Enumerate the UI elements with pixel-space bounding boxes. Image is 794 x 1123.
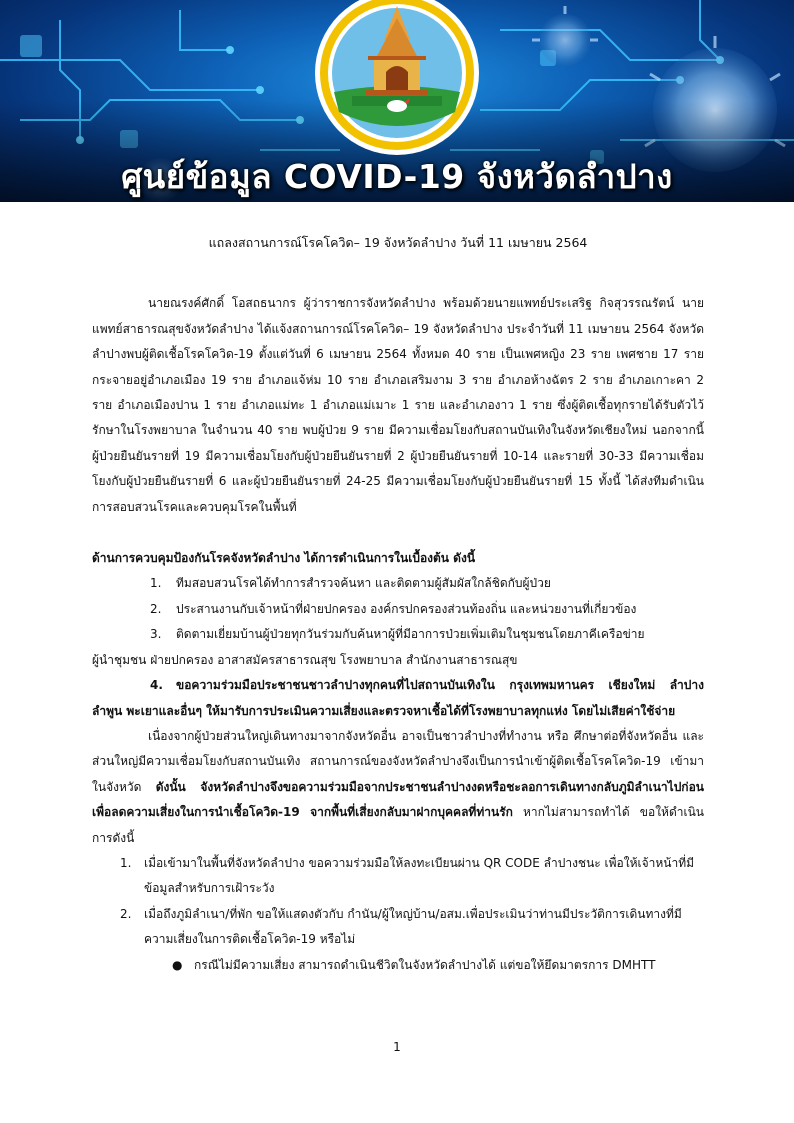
advisory-bold-text: ดังนั้น จังหวัดลำปางจึงขอความร่วมมือจากประชาชนลำปางงดหรือชะลอการเดินทางกลับภูมิลำเนาไปก่อน เพื่อลดความเสี่ยงในการนำเชื้อโควิด-19 จากพื้นที่เสี่ยงกลับมาฝากบุคคลที่ท่านรัก	[92, 779, 704, 820]
header-banner	[0, 0, 794, 202]
list-number: 1.	[120, 855, 132, 870]
step-text: ประสานงานกับเจ้าหน้าที่ฝ่ายปกครอง องค์กรปกครองส่วนท้องถิ่น และหน่วยงานที่เกี่ยวข้อง	[176, 601, 637, 616]
step-continuation: ผู้นำชุมชน ฝ่ายปกครอง อาสาสมัครสาธารณสุข โรงพยาบาล สำนักงานสาธารณสุข	[92, 652, 518, 667]
section-heading: ด้านการควบคุมป้องกันโรคจังหวัดลำปาง ได้การดำเนินการในเบื้องต้น ดังนี้	[92, 551, 476, 566]
list-text: เมื่อเข้ามาในพื้นที่จังหวัดลำปาง ขอความร่วมมือให้ลงทะเบียนผ่าน QR CODE ลำปางชนะ เพื่อให้เจ้าหน้าที่มีข้อมูลสำหรับการเฝ้าระวัง	[144, 855, 695, 896]
step-text: ติดตามเยี่ยมบ้านผู้ป่วยทุกวันร่วมกับค้นหาผู้ที่มีอาการป่วยเพิ่มเติมในชุมชนโดยภาคีเครือข่าย	[176, 627, 645, 642]
document-body	[92, 230, 704, 978]
list-item	[92, 851, 704, 902]
step-number: 3.	[150, 627, 162, 642]
advice-list	[92, 851, 704, 953]
list-number: 2.	[120, 906, 132, 921]
advisory-text: เนื่องจากผู้ป่วยส่วนใหญ่เดินทางมาจากจังหวัดอื่น อาจเป็นชาวลำปางที่ทำงาน หรือ ศึกษาต่อที่จังหวัดอื่น และส่วนใหญ่มีความเชื่อมโยงกับสถานบันเทิง สถานการณ์ของจังหวัดลำปางจึงเป็นการนำเข้าผู้ติดเชื้อโรคโควิด-19 เข้ามาในจังหวัด	[92, 728, 704, 794]
advisory-tail-text: หากไม่สามารถทำได้ ขอให้ดำเนินการดังนี้	[92, 805, 705, 845]
intro-paragraph: นายณรงค์ศักดิ์ โอสถธนากร ผู้ว่าราชการจังหวัดลำปาง พร้อมด้วยนายแพทย์ประเสริฐ กิจสุวรรณรัตน์ นายแพทย์สาธารณสุขจังหวัดลำปาง ได้แจ้งสถานการณ์โรคโควิด– 19 จังหวัดลำปาง ประจำวันที่ 11 เมษายน 2564 จังหวัดลำปางพบผู้ติดเชื้อโรคโควิด-19 ตั้งแต่วันที่ 6 เมษายน 2564 ทั้งหมด 40 ราย เป็นเพศหญิง 23 ราย เพศชาย 17 ราย กระจายอยู่อำเภอเมือง 19 ราย อำเภอแจ้ห่ม 10 ราย อำเภอเสริมงาม 3 ราย อำเภอห้างฉัตร 2 ราย อำเภอเกาะคา 2 ราย อำเภอเมืองปาน 1 ราย อำเภอแม่ทะ 1 อำเภอแม่เมาะ 1 ราย และอำเภองาว 1 ราย ซึ่งผู้ติดเชื้อทุกรายได้รับตัวไว้รักษาในโรงพยาบาล ในจำนวน 40 ราย พบผู้ป่วย 9 ราย มีความเชื่อมโยงกับสถานบันเทิงในจังหวัดเชียงใหม่ นอกจากนี้ ผู้ป่วยยืนยันรายที่ 19 มีความเชื่อมโยงกับผู้ป่วยยืนยันรายที่ 2 ผู้ป่วยยืนยันรายที่ 10-14 และรายที่ 30-33 มีความเชื่อมโยงกับผู้ป่วยยืนยันรายที่ 6 และผู้ป่วยยืนยันรายที่ 24-25 มีความเชื่อมโยงกับผู้ป่วยยืนยันรายที่ 15 ทั้งนี้ ได้ส่งทีมดำเนินการสอบสวนโรคและควบคุมโรคในพื้นที่	[92, 296, 704, 514]
advisory-paragraph	[92, 724, 704, 851]
list-item	[92, 902, 704, 953]
step-item	[92, 673, 704, 724]
step-item	[92, 571, 704, 596]
step-number: 4.	[150, 678, 163, 693]
step-item	[92, 622, 704, 647]
step-text: ทีมสอบสวนโรคได้ทำการสำรวจค้นหา และติดตามผู้สัมผัสใกล้ชิดกับผู้ป่วย	[176, 576, 551, 591]
step-number: 2.	[150, 601, 162, 616]
bullet-icon: ●	[172, 957, 183, 972]
page-number: 1	[393, 1040, 401, 1054]
bullet-item	[92, 953, 704, 978]
list-text: เมื่อถึงภูมิลำเนา/ที่พัก ขอให้แสดงตัวกับ กำนัน/ผู้ใหญ่บ้าน/อสม.เพื่อประเมินว่าท่านมีประวัติการเดินทางที่มีความเสี่ยงในการติดเชื้อโควิด-19 หรือไม่	[144, 906, 682, 947]
bullet-text: กรณีไม่มีความเสี่ยง สามารถดำเนินชีวิตในจังหวัดลำปางได้ แต่ขอให้ยึดมาตรการ DMHTT	[194, 957, 656, 972]
step-number: 1.	[150, 576, 162, 591]
document-title: แถลงสถานการณ์โรคโควิด– 19 จังหวัดลำปาง วันที่ 11 เมษายน 2564	[208, 235, 588, 250]
banner-title: ศูนย์ข้อมูล COVID-19 จังหวัดลำปาง	[121, 157, 673, 196]
step-item	[92, 597, 704, 622]
step-text: ขอความร่วมมือประชาชนชาวลำปางทุกคนที่ไปสถานบันเทิงใน กรุงเทพมหานคร เชียงใหม่ ลำปาง ลำพูน พะเยาและอื่นๆ ให้มารับการประเมินความเสี่ยงและตรวจหาเชื้อได้ที่โรงพยาบาลทุกแห่ง โดยไม่เสียค่าใช้จ่าย	[92, 678, 704, 718]
